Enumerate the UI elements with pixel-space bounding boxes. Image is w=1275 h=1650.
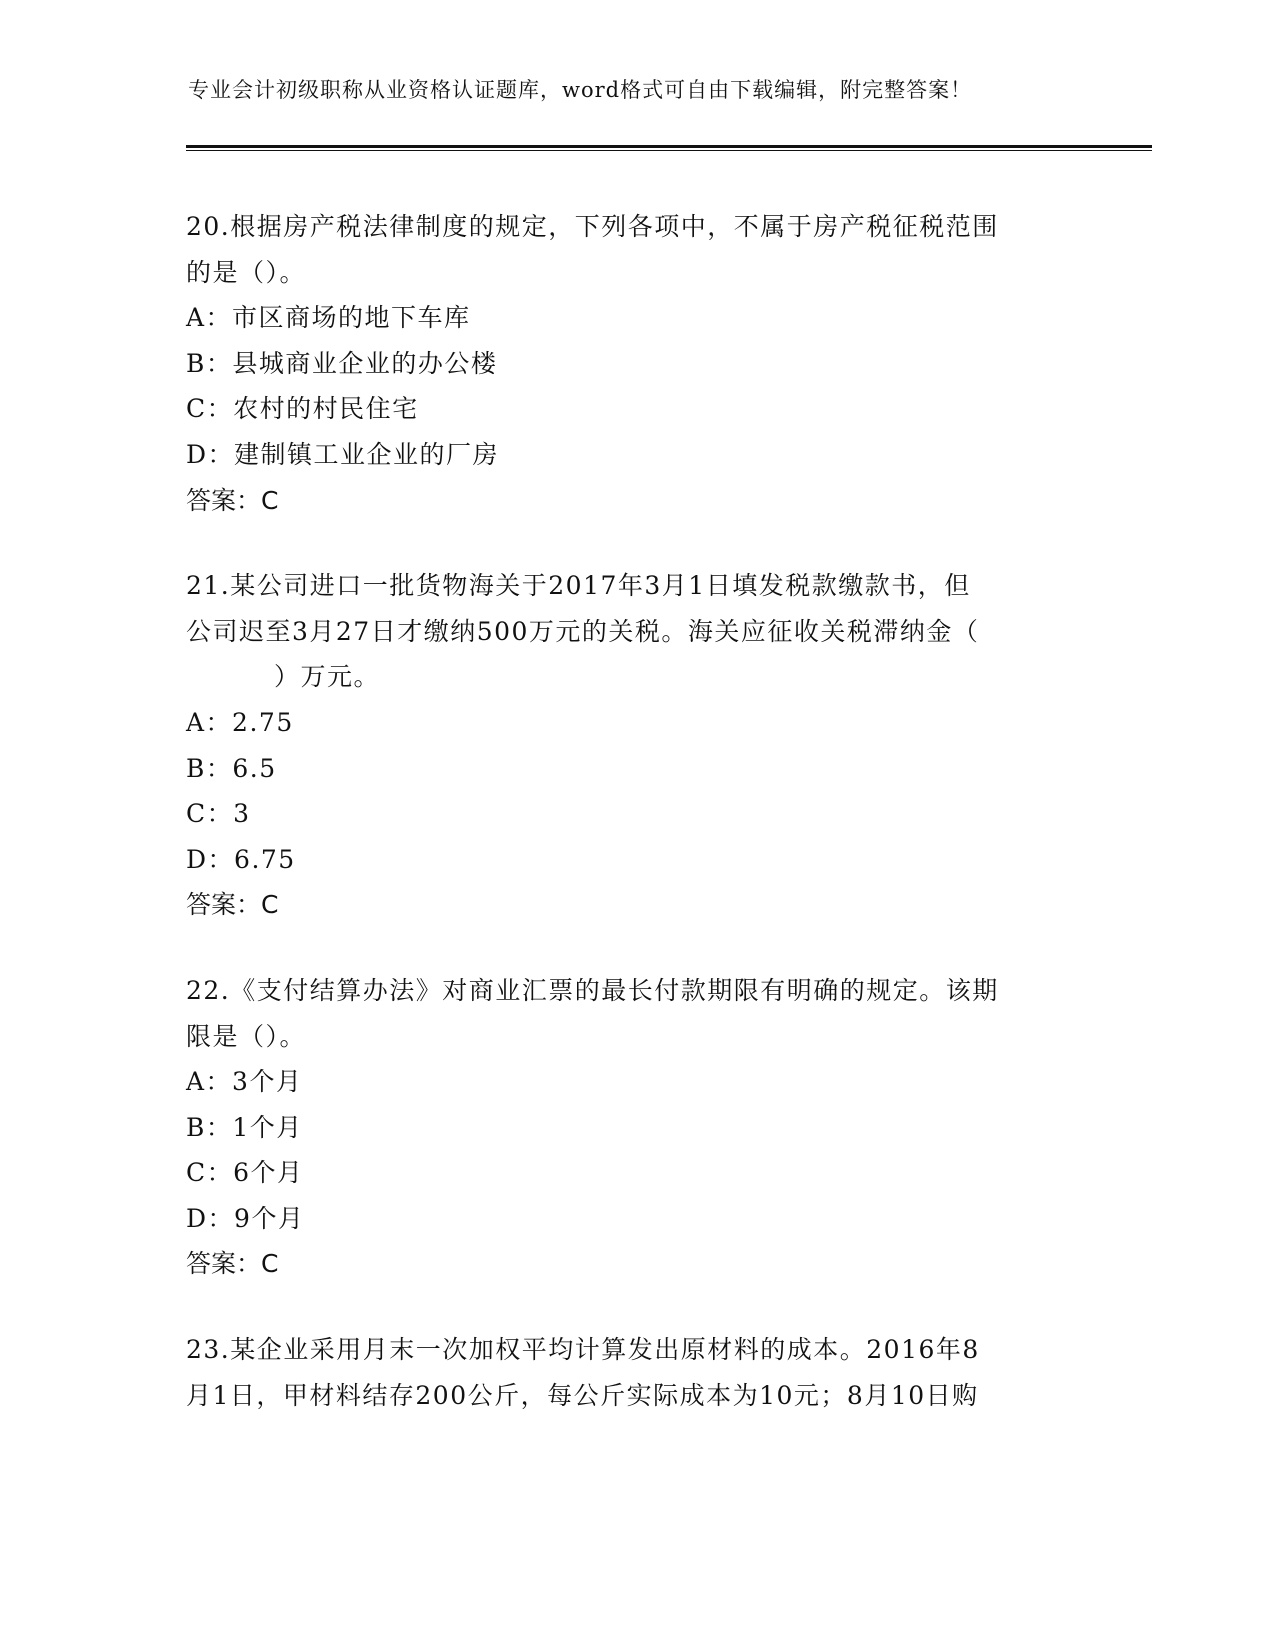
question-stem-line: 限是（）。 <box>186 1021 307 1051</box>
question-list <box>186 204 1086 1458</box>
page-header-text: 专业会计初级职称从业资格认证题库，word格式可自由下载编辑，附完整答案！ <box>188 78 973 102</box>
question-stem-line: 23.某企业采用月末一次加权平均计算发出原材料的成本。2016年8 <box>186 1335 980 1365</box>
option-d: D：6.75 <box>186 844 296 874</box>
question-stem-line: 22.《支付结算办法》对商业汇票的最长付款期限有明确的规定。该期 <box>186 975 999 1005</box>
question-22 <box>186 968 1086 1287</box>
option-d: D：建制镇工业企业的厂房 <box>186 439 500 469</box>
option-a: A：2.75 <box>186 707 294 737</box>
question-20 <box>186 204 1086 523</box>
option-c: C：农村的村民住宅 <box>186 394 419 424</box>
option-a: A：3个月 <box>186 1067 303 1097</box>
answer-label: 答案：C <box>186 1249 279 1279</box>
question-stem-line: 20.根据房产税法律制度的规定，下列各项中，不属于房产税征税范围 <box>186 212 999 241</box>
option-b: B：县城商业企业的办公楼 <box>186 348 498 378</box>
answer-label: 答案：C <box>186 890 279 920</box>
question-stem-line: 公司迟至3月27日才缴纳500万元的关税。海关应征收关税滞纳金（ <box>186 616 980 646</box>
option-c: C：6个月 <box>186 1158 304 1188</box>
question-stem-line: ）万元。 <box>274 662 381 692</box>
answer-label: 答案：C <box>186 485 279 515</box>
option-b: B：6.5 <box>186 753 277 783</box>
option-a: A：市区商场的地下车库 <box>186 303 471 333</box>
question-21 <box>186 563 1086 928</box>
question-stem-line: 21.某公司进口一批货物海关于2017年3月1日填发税款缴款书，但 <box>186 571 971 601</box>
option-c: C：3 <box>186 799 251 829</box>
question-23 <box>186 1327 1086 1418</box>
question-stem-line: 的是（）。 <box>186 257 307 287</box>
option-b: B：1个月 <box>186 1112 303 1142</box>
question-stem-line: 月1日，甲材料结存200公斤，每公斤实际成本为10元；8月10日购 <box>186 1380 979 1410</box>
header-divider-thin <box>186 150 1152 151</box>
option-d: D：9个月 <box>186 1203 305 1233</box>
header-divider <box>186 145 1152 148</box>
